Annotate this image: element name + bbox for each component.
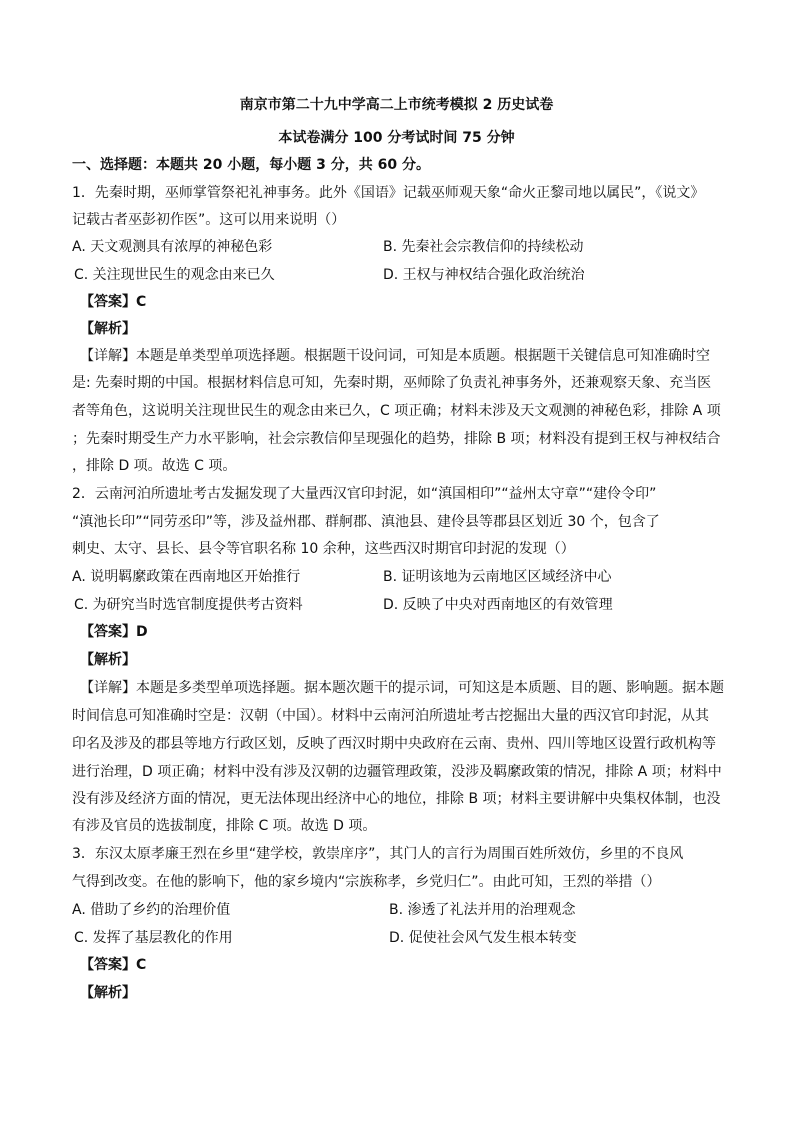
q3-stem-line-2: 气得到改变。在他的影响下，他的家乡境内“宗族称孝，乡党归仁”。由此可知，王烈的举措（） xyxy=(72,874,661,890)
q1-answer: 【答案】C xyxy=(80,294,147,310)
page-title: 南京市第二十九中学高二上市统考模拟 2 历史试卷 xyxy=(239,97,554,113)
q2-option-b: B. 证明该地为云南地区区域经济中心 xyxy=(383,569,612,585)
q1-analysis-label: 【解析】 xyxy=(80,321,136,337)
q3-answer: 【答案】C xyxy=(80,957,147,973)
q2-detail-line-6: 有涉及官员的选拔制度，排除 C 项。故选 D 项。 xyxy=(72,818,377,834)
q1-detail-line-5: ，排除 D 项。故选 C 项。 xyxy=(72,458,237,474)
q1-detail-line-3: 者等角色，这说明关注现世民生的观念由来已久，C 项正确；材料未涉及天文观测的神秘色彩，排除 A 项 xyxy=(72,403,721,419)
q3-analysis-label: 【解析】 xyxy=(80,985,136,1001)
q3-option-c: C. 发挥了基层教化的作用 xyxy=(74,930,233,946)
q1-detail-line-2: 是: 先秦时期的中国。根据材料信息可知，先秦时期，巫师除了负责礼神事务外，还兼观察天象、充当医 xyxy=(72,375,712,391)
q1-stem-line-1: 1．先秦时期，巫师掌管祭祀礼神事务。此外《国语》记载巫师观天象“命火正黎司地以属民”，《说文》 xyxy=(72,185,705,201)
q3-option-d: D. 促使社会风气发生根本转变 xyxy=(389,930,577,946)
q2-option-a: A. 说明羁縻政策在西南地区开始推行 xyxy=(72,569,301,585)
q2-detail-line-3: 印名及涉及的郡县等地方行政区划，反映了西汉时期中央政府在云南、贵州、四川等地区设置行政机构等 xyxy=(72,736,716,752)
q2-answer: 【答案】D xyxy=(80,624,148,640)
q3-option-a: A. 借助了乡约的治理价值 xyxy=(72,902,231,918)
q2-stem-line-3: 刺史、太守、县长、县令等官职名称 10 余种，这些西汉时期官印封泥的发现（） xyxy=(72,541,575,557)
q2-detail-line-2: 时间信息可知准确时空是：汉朝（中国）。材料中云南河泊所遗址考古挖掘出大量的西汉官印封泥，从其 xyxy=(72,708,709,724)
page-subtitle: 本试卷满分 100 分考试时间 75 分钟 xyxy=(278,130,515,146)
q2-detail-line-4: 进行治理，D 项正确；材料中没有涉及汉朝的边疆管理政策，没涉及羁縻政策的情况，排除 A 项；材料中 xyxy=(72,764,722,780)
q2-stem-line-1: 2．云南河泊所遗址考古发掘发现了大量西汉官印封泥，如“滇国相印”“益州太守章”“建伶令印” xyxy=(72,486,657,502)
q2-detail-line-5: 没有涉及经济方面的情况，更无法体现出经济中心的地位，排除 B 项；材料主要讲解中央集权体制，也没 xyxy=(72,791,721,807)
q2-option-d: D. 反映了中央对西南地区的有效管理 xyxy=(383,597,613,613)
q3-stem-line-1: 3．东汉太原孝廉王烈在乡里“建学校，敦崇庠序”，其门人的言行为周围百姓所效仿，乡里的不良风 xyxy=(72,846,684,862)
section-heading: 一、选择题：本题共 20 小题，每小题 3 分，共 60 分。 xyxy=(72,157,430,173)
q2-analysis-label: 【解析】 xyxy=(80,652,136,668)
q2-stem-line-2: “滇池长印”“同劳丞印”等，涉及益州郡、群舸郡、滇池县、建伶县等郡县区划近 30 个，包含了 xyxy=(72,514,660,530)
q1-detail-line-1: 【详解】本题是单类型单项选择题。根据题干设问词，可知是本质题。根据题干关键信息可知准确时空 xyxy=(80,348,710,364)
q1-option-c: C. 关注现世民生的观念由来已久 xyxy=(74,267,275,283)
q1-option-a: A. 天文观测具有浓厚的神秘色彩 xyxy=(72,239,273,255)
q1-option-d: D. 王权与神权结合强化政治统治 xyxy=(383,267,585,283)
q2-detail-line-1: 【详解】本题是多类型单项选择题。据本题次题干的提示词，可知这是本质题、目的题、影响题。据本题 xyxy=(80,680,724,696)
q2-option-c: C. 为研究当时选官制度提供考古资料 xyxy=(74,597,303,613)
q1-option-b: B. 先秦社会宗教信仰的持续松动 xyxy=(383,239,584,255)
q1-stem-line-2: 记载古者巫彭初作医”。这可以用来说明（） xyxy=(72,212,346,228)
q3-option-b: B. 渗透了礼法并用的治理观念 xyxy=(389,902,576,918)
q1-detail-line-4: ；先秦时期受生产力水平影响，社会宗教信仰呈现强化的趋势，排除 B 项；材料没有提到王权与神权结合 xyxy=(72,431,721,447)
